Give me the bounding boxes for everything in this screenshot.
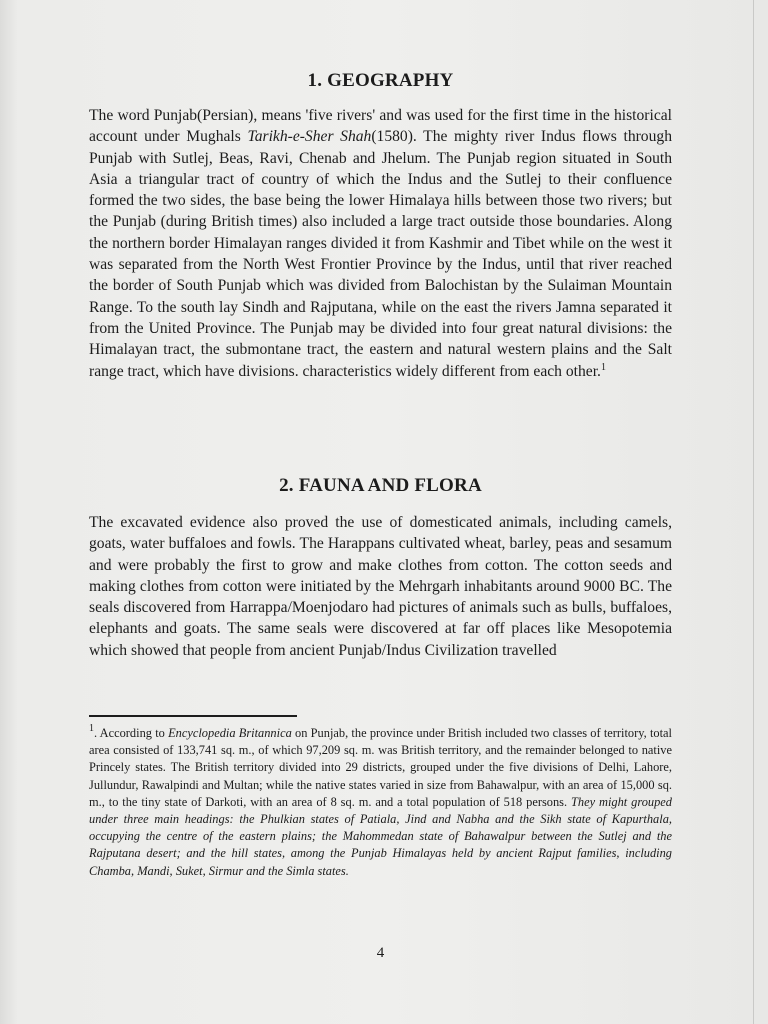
geography-paragraph bbox=[89, 105, 672, 382]
section-heading-geography bbox=[89, 70, 672, 92]
footnote bbox=[89, 725, 672, 880]
fauna-flora-paragraph: The excavated evidence also proved the use of domesticated animals, including camels, goats, water buffaloes and fowls. The Harappans cultivated wheat, barley, peas and sesamum and were probably the first to grow and make clothes from cotton. The cotton seeds and making clothes from cotton were initiated by the Mehrgarh inhabitants around 9000 BC. The seals discovered from Harrappa/Moenjodaro had pictures of animals such as bulls, buffaloes, elephants and goats. The same seals were discovered at far off places like Mesopotemia which showed that people from ancient Punjab/Indus Civilization travelled bbox=[89, 514, 672, 659]
footnote-divider bbox=[89, 715, 297, 717]
section-title: GEOGRAPHY bbox=[327, 70, 454, 91]
section-heading-fauna-flora bbox=[89, 475, 672, 497]
section-number: 1. bbox=[307, 70, 323, 91]
book-title-italic: Tarikh-e-Sher Shah bbox=[247, 128, 372, 146]
page-edge-line bbox=[753, 0, 754, 1024]
page-number: 4 bbox=[376, 945, 385, 961]
paragraph-text: The word Punjab(Persian), means 'five rivers' and was used for the first time in the historical account under Mughals bbox=[89, 107, 672, 146]
footnote-text: . According to bbox=[94, 726, 169, 740]
footnote-source-italic: Encyclopedia Britannica bbox=[168, 726, 292, 740]
section-number: 2. bbox=[279, 475, 294, 496]
paragraph-text: (1580). The mighty river Indus flows through Punjab with Sutlej, Beas, Ravi, Chenab and Jhelum. The Punjab region situated in South Asia a triangular tract of country of which the Indus and the Sutlej to their confluence formed the two sides, the base being the lower Himalaya hills between those two rivers; but the Punjab (during British times) also included a large tract outside those boundaries. Along the northern border Himalayan ranges divided it from Kashmir and Tibet while on the west it was separated from the North West Frontier Province by the Indus, until that river reached the border of South Punjab which was divided from Balochistan by the Sulaiman Mountain Range. To the south lay Sindh and Rajputana, while on the east the rivers Jamna separated it from the United Province. The Punjab may be divided into four great natural divisions: the Himalayan tract, the submontane tract, the eastern and natural western plains and the Salt range tract, which have divisions. characteristics widely different from each other. bbox=[89, 128, 672, 380]
section-title: FAUNA AND FLORA bbox=[298, 475, 482, 496]
footnote-text: on Punjab, the province under British included two classes of territory, total area consisted of 133,741 sq. m., of which 97,209 sq. m. was British territory, and the remainder belonged to native Princely states. The British territory divided into 29 districts, grouped under the five divisions of Delhi, Lahore, Jullundur, Rawalpindi and Multan; while the native states varied in size from Bahawalpur, with an area of 15,000 sq. m., to the tiny state of Darkoti, with an area of 8 sq. m. and a total population of 518 persons. bbox=[89, 726, 672, 809]
footnote-marker: 1 bbox=[89, 723, 94, 734]
footnote-reference[interactable]: 1 bbox=[600, 361, 606, 373]
footnote-italic-text: They might grouped under three main headings: the Phulkian states of Patiala, Jind and Nabha and the Sikh state of Kapurthala, occupying the centre of the eastern plains; the Mahommedan state of Bahawalpur between the Sutlej and the Rajputana desert; and the hill states, among the Punjab Himalayas held by ancient Rajput families, including Chamba, Mandi, Suket, Sirmur and the Simla states. bbox=[89, 794, 673, 878]
